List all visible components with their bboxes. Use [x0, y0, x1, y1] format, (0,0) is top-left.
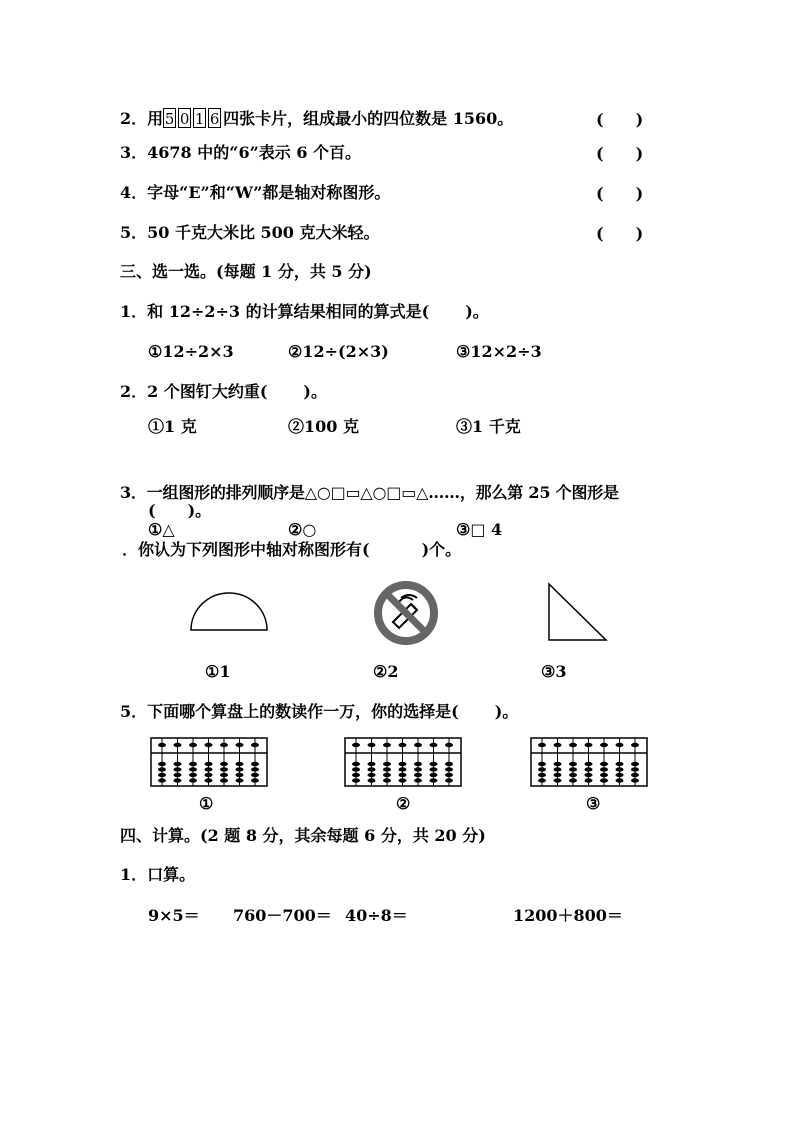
section3-title: 三、选一选。(每题 1 分，共 5 分): [120, 262, 372, 281]
s3-q5-opt1[interactable]: ①: [199, 794, 214, 813]
card-3: 1: [194, 110, 205, 128]
s3-q1-opt1[interactable]: ①12÷2×3: [148, 342, 234, 361]
semicircle-figure: [190, 592, 268, 632]
abacus-3: [530, 737, 648, 787]
card-1: 5: [164, 110, 175, 128]
s3-q1-opt3[interactable]: ③12×2÷3: [456, 342, 542, 361]
calc-item-1[interactable]: 9×5＝: [148, 906, 200, 925]
s3-q2: [120, 382, 327, 402]
s3-q3-opt1[interactable]: ①△: [148, 520, 175, 539]
s3-q5: [120, 702, 518, 722]
s3-q2-pre: 2．2 个图钉大约重(: [120, 382, 268, 401]
abacus-2: [344, 737, 462, 787]
s3-q5-opt3[interactable]: ③: [586, 794, 601, 813]
judge-q2-num: 2．: [120, 109, 148, 128]
s3-q4: [122, 540, 461, 560]
s3-q4-opt2[interactable]: ②2: [373, 662, 399, 681]
judge-q2: [120, 108, 513, 129]
s3-q3: 3．一组图形的排列顺序是△○□▭△○□▭△……，那么第 25 个图形是: [120, 483, 619, 502]
section4-title: 四、计算。(2 题 8 分，其余每题 6 分，共 20 分): [120, 826, 486, 845]
judge-q3-answer[interactable]: ( ): [596, 144, 644, 163]
s3-q2-opt1[interactable]: ①1 克: [148, 417, 197, 436]
s3-q5-opt2[interactable]: ②: [396, 794, 411, 813]
judge-q2-post: 四张卡片，组成最小的四位数是 1560。: [223, 109, 514, 128]
judge-q5: 5．50 千克大米比 500 克大米轻。: [120, 223, 380, 242]
calc-item-2[interactable]: 760－700＝: [233, 906, 332, 925]
s3-q3-opt2[interactable]: ②○: [288, 520, 317, 539]
s3-q1-post: )。: [465, 302, 489, 321]
s3-q1-opt2[interactable]: ②12÷(2×3): [288, 342, 389, 361]
s3-q4-post: )个。: [421, 540, 462, 559]
s3-q2-opt2[interactable]: ②100 克: [288, 417, 359, 436]
judge-q4-answer[interactable]: ( ): [596, 184, 644, 203]
s3-q5-post: )。: [494, 702, 519, 721]
s3-q1: [120, 302, 489, 322]
s3-q3-cont[interactable]: ( )。: [148, 501, 212, 520]
s3-q4-opt1[interactable]: ①1: [205, 662, 231, 681]
calc-item-3[interactable]: 40÷8＝: [345, 906, 408, 925]
abacus-1: [150, 737, 268, 787]
card-2: 0: [179, 110, 190, 128]
s3-q5-pre: 5．下面哪个算盘上的数读作一万，你的选择是(: [120, 702, 459, 721]
s4-q1-label: 1．口算。: [120, 865, 196, 884]
s3-q2-opt3[interactable]: ③1 千克: [456, 417, 521, 436]
judge-q2-pre: 用: [147, 109, 164, 128]
judge-q2-answer[interactable]: ( ): [596, 110, 644, 129]
judge-q3: 3．4678 中的“6”表示 6 个百。: [120, 143, 362, 162]
s3-q2-post: )。: [303, 382, 327, 401]
s3-q4-pre: ．你认为下列图形中轴对称图形有(: [122, 540, 370, 559]
calc-item-4[interactable]: 1200＋800＝: [513, 906, 623, 925]
no-smoking-icon: [373, 580, 439, 646]
s3-q1-pre: 1．和 12÷2÷3 的计算结果相同的算式是(: [120, 302, 430, 321]
card-4: 6: [209, 110, 220, 128]
judge-q4: 4．字母“E”和“W”都是轴对称图形。: [120, 183, 391, 202]
right-triangle-figure: [547, 582, 609, 642]
s3-q3-opt3[interactable]: ③□ 4: [456, 520, 503, 539]
s3-q4-opt3[interactable]: ③3: [541, 662, 567, 681]
judge-q5-answer[interactable]: ( ): [596, 224, 644, 243]
